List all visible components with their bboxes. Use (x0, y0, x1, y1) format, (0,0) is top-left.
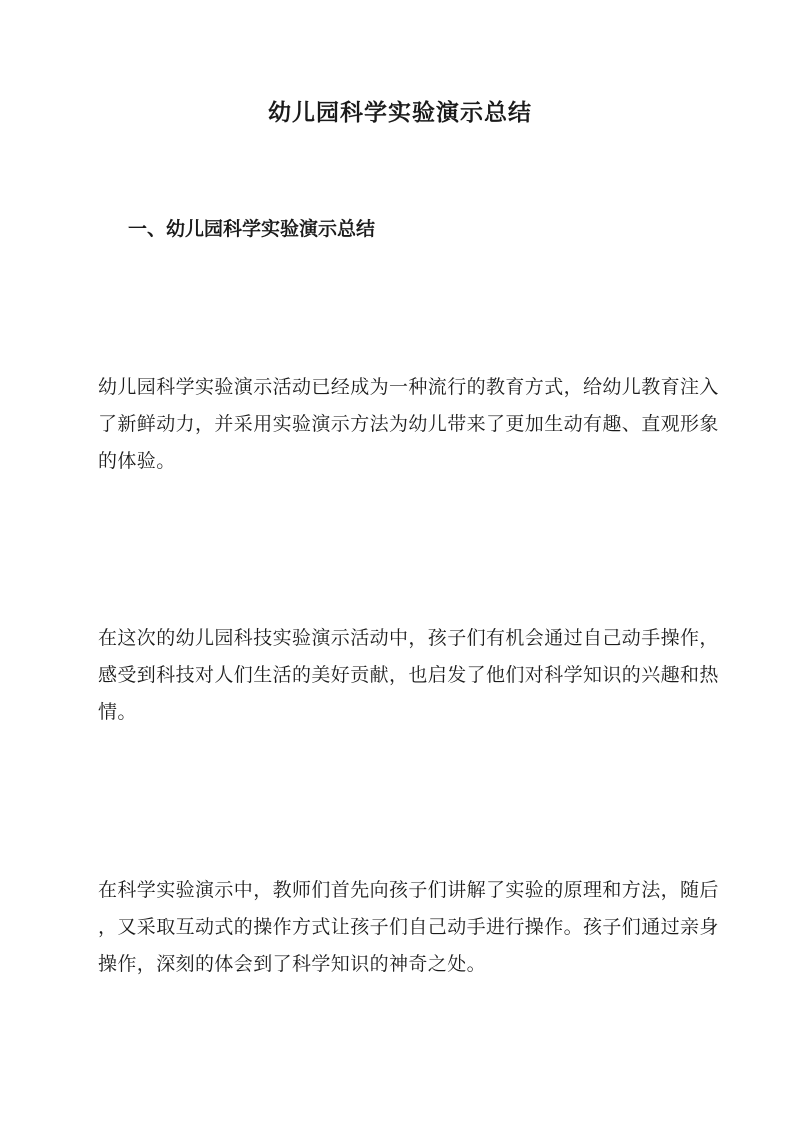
paragraph-line: 情。 (98, 701, 137, 723)
paragraph-line: 操作，深刻的体会到了科学知识的神奇之处。 (98, 953, 487, 975)
paragraph-line: 幼儿园科学实验演示活动已经成为一种流行的教育方式，给幼儿教育注入 (98, 376, 719, 398)
paragraph-line: 了新鲜动力，并采用实验演示方法为幼儿带来了更加生动有趣、直观形象 (98, 413, 719, 435)
paragraph-2 (98, 620, 719, 731)
paragraph-line: 在科学实验演示中，教师们首先向孩子们讲解了实验的原理和方法，随后 (98, 879, 719, 901)
paragraph-line: ，又采取互动式的操作方式让孩子们自己动手进行操作。孩子们通过亲身 (98, 916, 719, 938)
paragraph-line: 在这次的幼儿园科技实验演示活动中，孩子们有机会通过自己动手操作， (98, 627, 719, 649)
paragraph-line: 感受到科技对人们生活的美好贡献，也启发了他们对科学知识的兴趣和热 (98, 664, 719, 686)
document-title: 幼儿园科学实验演示总结 (268, 99, 532, 126)
paragraph-1 (98, 369, 719, 480)
paragraph-line: 的体验。 (98, 450, 176, 472)
paragraph-3 (98, 872, 719, 983)
section-heading: 一、幼儿园科学实验演示总结 (128, 218, 376, 240)
